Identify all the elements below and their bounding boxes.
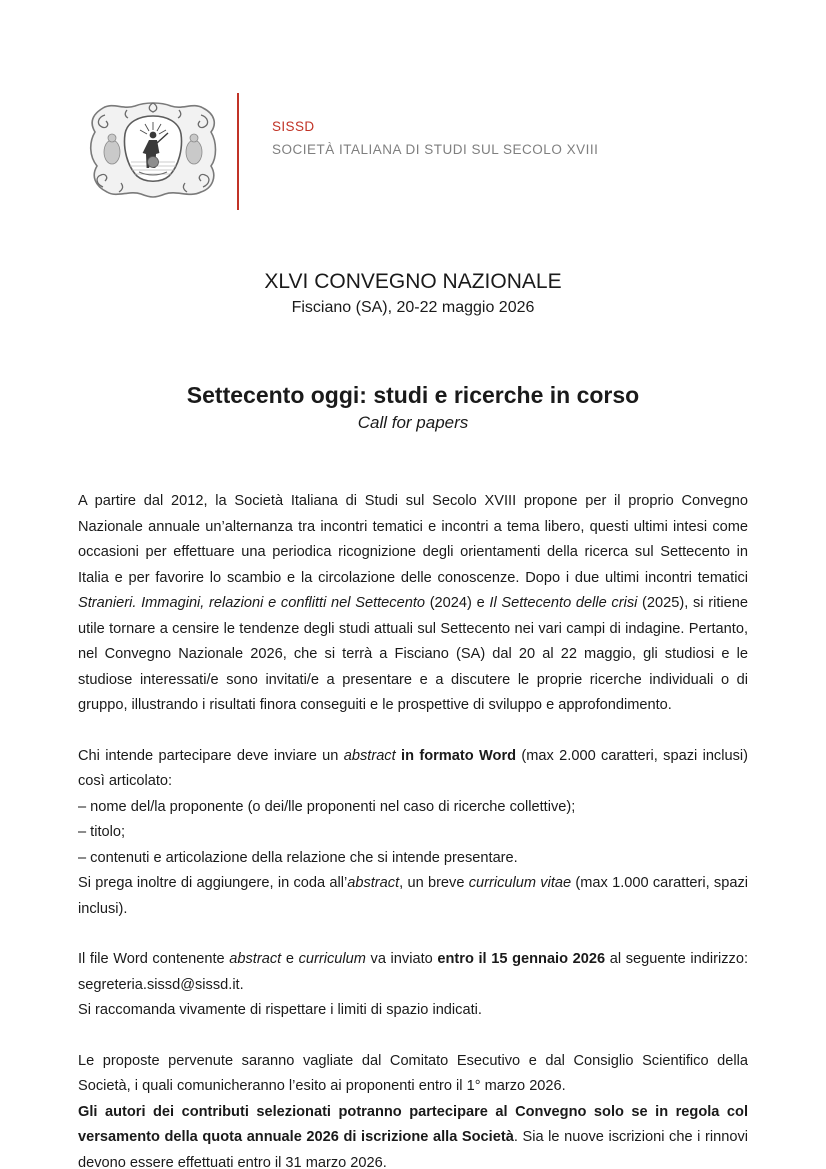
document-body [78, 489, 748, 1169]
text-segment: – titolo; [78, 824, 126, 840]
text-segment: , un breve [399, 875, 469, 891]
text-segment: Gli autori dei contributi selezionati potranno partecipare al Convegno solo se in regola col versamento della quota annuale 2026 di iscrizione alla Società [78, 1103, 748, 1145]
text-segment: (2025), si ritiene utile tornare a censire le tendenze degli studi attuali sul Settecento nei vari campi di indagine. Pertanto, nel Convegno Nazionale 2026, che si terrà a Fisciano (SA) dal 20 al 22 maggio, gli studiosi e le studiose interessati/e sono invitati/e a presentare e a discutere le proprie ricerche individuali o di gruppo, illustrando i risultati finora conseguiti e le prospettive di sviluppo e approfondimento. [78, 595, 748, 713]
org-acronym: SISSD [272, 119, 315, 134]
text-segment: Si prega inoltre di aggiungere, in coda all’ [78, 875, 348, 891]
text-segment: (max 2.000 caratteri, spazi inclusi) così articolato: [78, 747, 748, 789]
text-segment: abstract [343, 747, 396, 764]
org-header [272, 119, 598, 157]
society-logo [83, 100, 223, 200]
paragraph [78, 846, 748, 872]
text-segment: abstract [229, 951, 282, 967]
text-segment: va inviato [365, 951, 438, 967]
text-segment: – contenuti e articolazione della relazione che si intende presentare. [78, 849, 518, 866]
paragraph [78, 820, 748, 846]
text-segment: Chi intende partecipare deve inviare un [78, 747, 344, 764]
header-divider-line [237, 93, 239, 210]
paragraph [78, 947, 748, 998]
cfp-subtitle: Call for papers [357, 413, 469, 432]
text-segment: Il file Word contenente [78, 951, 230, 967]
text-segment: al seguente indirizzo: segreteria.sissd@sissd.it. [78, 951, 748, 993]
text-segment: – nome del/la proponente (o dei/lle proponenti nel caso di ricerche collettive); [78, 798, 576, 815]
paragraph [78, 744, 748, 795]
event-title: XLVI CONVEGNO NAZIONALE [264, 270, 562, 293]
text-segment: (2024) e [425, 595, 490, 611]
paragraph [78, 871, 748, 922]
baroque-cartouche-engraving-icon [83, 100, 223, 200]
text-segment: e [281, 951, 299, 967]
text-segment: curriculum [298, 951, 366, 967]
paragraph [78, 998, 748, 1024]
paragraph [78, 489, 748, 719]
text-segment: entro il 15 gennaio 2026 [437, 951, 606, 967]
text-segment: in formato Word [401, 747, 517, 764]
event-venue-date: Fisciano (SA), 20-22 maggio 2026 [291, 299, 535, 316]
text-segment: Il Settecento delle crisi [489, 595, 638, 611]
cfp-heading [0, 382, 826, 433]
event-heading [0, 270, 826, 317]
text-segment: abstract [347, 875, 400, 891]
org-name: SOCIETÀ ITALIANA DI STUDI SUL SECOLO XVIII [272, 142, 599, 157]
paragraph [78, 1100, 748, 1169]
text-segment: . Sia le nuove iscrizioni che i rinnovi devono essere effettuati entro il 31 marzo 2026. [78, 1129, 748, 1169]
paragraph [78, 795, 748, 821]
text-segment: Stranieri. Immagini, relazioni e conflitti nel Settecento [78, 595, 425, 611]
text-segment: (max 1.000 caratteri, spazi inclusi). [78, 875, 748, 917]
text-segment: Si raccomanda vivamente di rispettare i limiti di spazio indicati. [78, 1002, 482, 1018]
paragraph [78, 1049, 748, 1100]
text-segment: A partire dal 2012, la Società Italiana di Studi sul Secolo XVIII propone per il proprio Convegno Nazionale annuale un’alternanza tra incontri tematici e incontri a tema libero, questi ultimi intesi come occasioni per effettuare una periodica ricognizione degli orientamenti della ricerca sul Settecento in Italia e per favorire lo scambio e la circolazione delle conoscenze. Dopo i due ultimi incontri tematici [78, 493, 748, 586]
text-segment: Le proposte pervenute saranno vagliate dal Comitato Esecutivo e dal Consiglio Scientifico della Società, i quali comunicheranno l’esito ai proponenti entro il 1° marzo 2026. [78, 1052, 748, 1094]
text-segment: curriculum vitae [468, 875, 572, 891]
cfp-title: Settecento oggi: studi e ricerche in corso [186, 382, 640, 408]
